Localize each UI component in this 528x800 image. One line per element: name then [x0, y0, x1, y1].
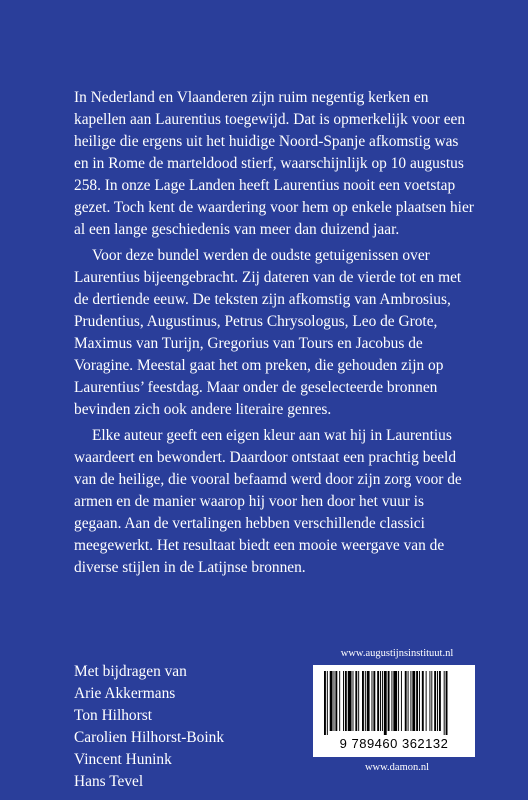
website-damon: www.damon.nl — [364, 762, 430, 773]
contributor-name: Vincent Hunink — [74, 751, 172, 768]
blurb-text — [74, 87, 474, 579]
isbn-number: 9 789460 362132 — [339, 736, 449, 751]
contributors-heading: Met bijdragen van — [74, 663, 187, 680]
blurb-paragraph-1: In Nederland en Vlaanderen zijn ruim negentig kerken en kapellen aan Laurentius toegewijd. Dat is opmerkelijk voor een heilige die ergens uit het huidige Noord-Spanje afkomstig was en in Rome de marteldood stierf, waarschijnlijk op 10 augustus 258. In onze Lage Landen heeft Laurentius nooit een voetstap gezet. Toch kent de waardering voor hem op enkele plaatsen hier al een lange geschiedenis van meer dan duizend jaar. — [74, 89, 474, 238]
blurb-paragraph-3: Elke auteur geeft een eigen kleur aan wat hij in Laurentius waardeert en bewondert. Daardoor ontstaat een prachtig beeld van de heilige, die vooral befaamd werd door zijn zorg voor de armen en de manier waarop hij voor hen door het vuur is gegaan. Aan de vertalingen hebben verschillende classici meegewerkt. Het resultaat biedt een mooie weergave van de diverse stijlen in de Latijnse bronnen. — [74, 427, 462, 576]
blurb-paragraph-2: Voor deze bundel werden de oudste getuigenissen over Laurentius bijeengebracht. Zij dateren van de vierde tot en met de dertiende eeuw. De teksten zijn afkomstig van Ambrosius, Prudentius, Augustinus, Petrus Chrysologus, Leo de Grote, Maximus van Turijn, Gregorius van Tours en Jacobus de Voragine. Meestal gaat het om preken, die gehouden zijn op Laurentius’ feestdag. Maar onder de geselecteerde bronnen bevinden zich ook andere literaire genres. — [74, 247, 462, 418]
contributor-name: Arie Akkermans — [74, 685, 176, 702]
website-augustijnsinstituut: www.augustijnsinstituut.nl — [340, 648, 454, 659]
contributor-name: Carolien Hilhorst-Boink — [74, 729, 225, 746]
contributor-name: Ton Hilhorst — [74, 707, 153, 724]
contributors-list — [74, 661, 314, 793]
contributor-name: Hans Tevel — [74, 773, 144, 790]
isbn-barcode — [313, 665, 475, 757]
barcode-bars-icon — [322, 671, 466, 735]
